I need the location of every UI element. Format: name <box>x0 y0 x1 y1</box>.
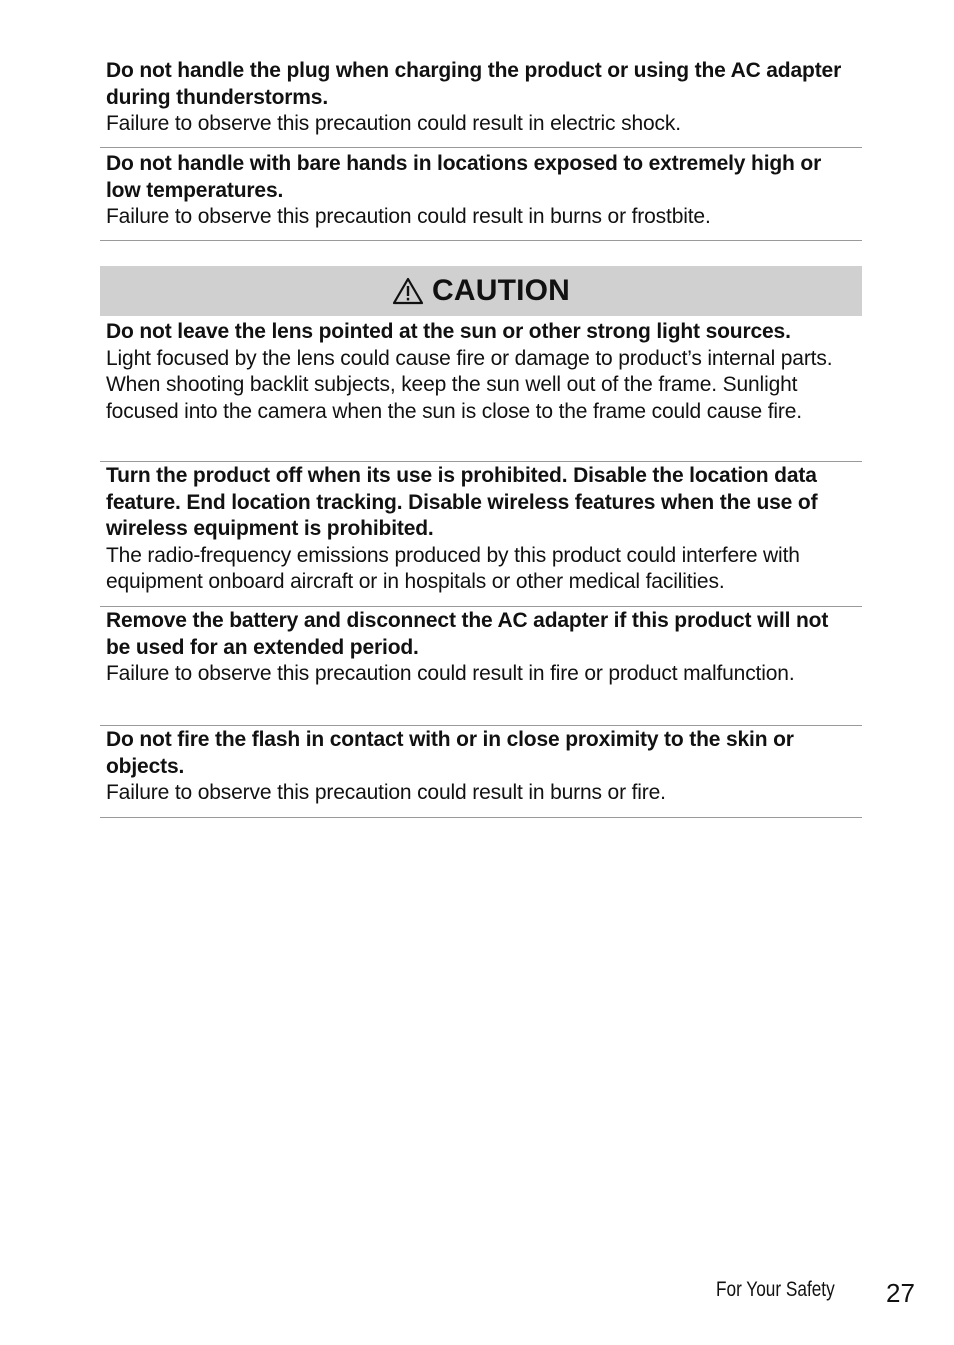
warning-item-title: Do not handle with bare hands in locations exposed to extremely high or low temperatures. <box>106 152 822 202</box>
caution-item <box>100 726 862 818</box>
warning-item-body: Failure to observe this precaution could result in burns or frostbite. <box>106 205 711 228</box>
caution-item <box>100 462 862 607</box>
caution-item-body: Light focused by the lens could cause fire or damage to product’s internal parts. When shooting backlit subjects, keep the sun well out of the frame. Sunlight focused into the camera when the sun is close to the frame could cause fire. <box>106 346 833 423</box>
caution-item <box>100 319 862 462</box>
caution-item-body: Failure to observe this precaution could result in fire or product malfunction. <box>106 662 795 685</box>
warning-item-body: Failure to observe this precaution could result in electric shock. <box>106 112 681 135</box>
page-number: 27 <box>886 1278 915 1308</box>
warning-item <box>100 58 862 148</box>
caution-item-title: Do not fire the flash in contact with or in close proximity to the skin or objects. <box>106 728 794 778</box>
caution-item-body: Failure to observe this precaution could result in burns or fire. <box>106 781 666 804</box>
warning-list <box>100 58 862 241</box>
footer-section-label: For Your Safety <box>716 1278 835 1301</box>
caution-banner <box>100 266 862 316</box>
caution-item-title: Turn the product off when its use is prohibited. Disable the location data feature. End location tracking. Disable wireless features when the use of wireless equipment is prohibited. <box>106 464 818 540</box>
caution-item-title: Remove the battery and disconnect the AC adapter if this product will not be used for an extended period. <box>106 609 829 659</box>
caution-item <box>100 607 862 726</box>
caution-item-body: The radio-frequency emissions produced by this product could interfere with equipment onboard aircraft or in hospitals or other medical facilities. <box>106 543 800 593</box>
warning-item-title: Do not handle the plug when charging the product or using the AC adapter during thunderstorms. <box>106 59 842 109</box>
caution-item-title: Do not leave the lens pointed at the sun or other strong light sources. <box>106 320 791 343</box>
warning-triangle-icon <box>392 276 424 306</box>
warning-item <box>100 148 862 241</box>
caution-list <box>100 319 862 818</box>
caution-heading: CAUTION <box>431 274 571 307</box>
